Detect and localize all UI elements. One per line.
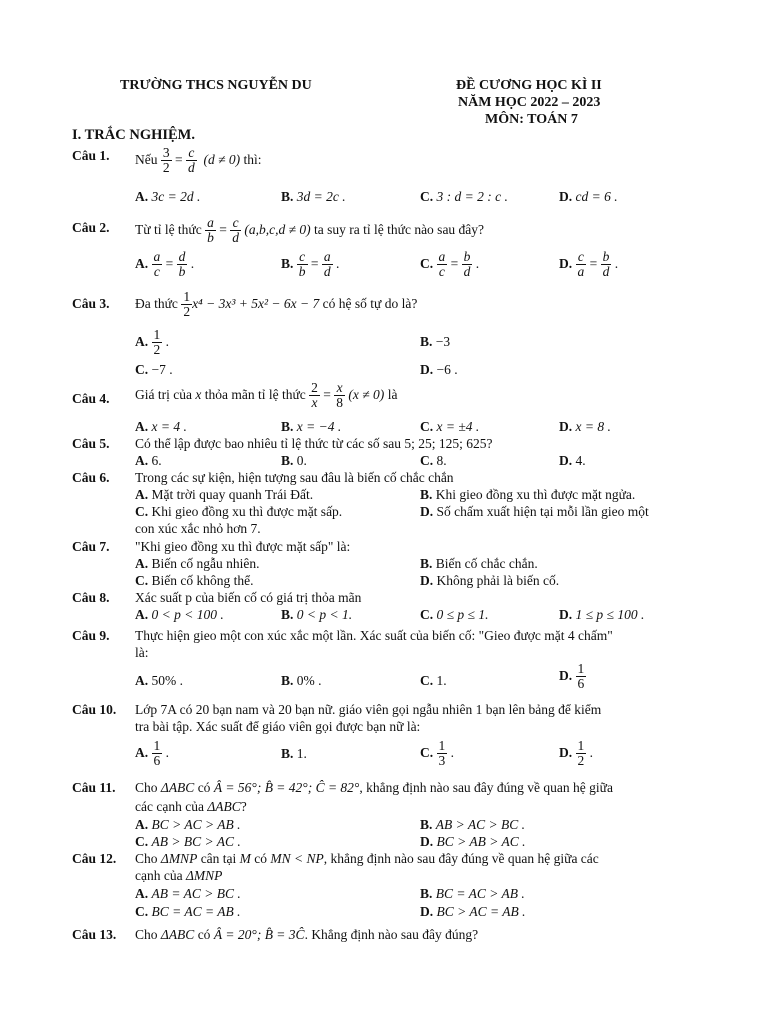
fraction: $\frac{d}{b}$ <box>178 249 186 280</box>
option-b: B. $\frac{c}{b}$ = $\frac{a}{d}$ . <box>281 249 340 280</box>
question-11: Câu 11. <box>72 780 116 795</box>
question-4: Câu 4. <box>72 391 110 406</box>
question-6: Câu 6. <box>72 470 110 485</box>
option-b: B. Biến cố chắc chắn. <box>420 556 538 571</box>
option-d: D. $\frac{1}{6}$ <box>559 661 585 692</box>
option-c: C. x = ±4 . <box>420 419 480 434</box>
fraction: $\frac{b}{d}$ <box>602 249 610 280</box>
option-c: C. 3 : d = 2 : c . <box>420 189 508 204</box>
option-b: B. AB > AC > BC . <box>420 817 525 832</box>
question-13-text: Cho ΔABC có Â = 20°; B̂ = 3Ĉ. Khẳng định nào sau đây đúng? <box>135 927 479 942</box>
option-b: B. 1. <box>281 746 307 761</box>
fraction: $\frac{1}{6}$ <box>577 661 585 692</box>
question-5-text: Có thể lập được bao nhiêu tỉ lệ thức từ các số sau 5; 25; 125; 625? <box>135 436 493 451</box>
question-12-text: Cho ΔMNP cân tại M có MN < NP, khẳng định nào sau đây đúng về quan hệ giữa các <box>135 851 599 866</box>
option-b: B. 3d = 2c . <box>281 189 346 204</box>
question-6-text: Trong các sự kiện, hiện tượng sau đâu là biến cố chắc chắn <box>135 470 454 485</box>
option-a: A. AB = AC > BC . <box>135 886 241 901</box>
option-b: B. −3 <box>420 334 451 349</box>
question-11-text: Cho ΔABC có Â = 56°; B̂ = 42°; Ĉ = 82°, khẳng định nào sau đây đúng về quan hệ giữa <box>135 780 613 795</box>
question-13: Câu 13. <box>72 927 117 942</box>
option-c: C. −7 . <box>135 362 173 377</box>
question-11-text-continued: các cạnh của ΔABC? <box>135 799 247 814</box>
option-c: C. BC = AC = AB . <box>135 904 241 919</box>
option-d: D. x = 8 . <box>559 419 611 434</box>
option-c: C. $\frac{a}{c}$ = $\frac{b}{d}$ . <box>420 249 480 280</box>
option-c: C. AB > BC > AC . <box>135 834 241 849</box>
fraction: $\frac{1}{6}$ <box>153 738 161 769</box>
option-a: A. x = 4 . <box>135 419 187 434</box>
fraction: $\frac{a}{c}$ <box>438 249 446 280</box>
question-4-text: Giá trị của x thỏa mãn tỉ lệ thức $\frac{2}{x}$ = $\frac{x}{8}$ (x ≠ 0) là <box>135 380 398 411</box>
option-b: B. 0 < p < 1. <box>281 607 353 622</box>
question-9-text-continued: là: <box>135 645 149 660</box>
question-7: Câu 7. <box>72 539 110 554</box>
option-b: B. BC = AC > AB . <box>420 886 525 901</box>
option-a: A. Mặt trời quay quanh Trái Đất. <box>135 487 314 502</box>
fraction: $\frac{1}{2}$ <box>153 327 161 358</box>
fraction: $\frac{3}{2}$ <box>162 145 170 176</box>
school-name: TRƯỜNG THCS NGUYỄN DU <box>120 78 312 93</box>
fraction: $\frac{1}{3}$ <box>438 738 446 769</box>
question-7-text: "Khi gieo đồng xu thì được mặt sấp" là: <box>135 539 351 554</box>
option-d: D. Số chấm xuất hiện tại mỗi lần gieo một <box>420 504 649 519</box>
question-8: Câu 8. <box>72 590 110 605</box>
option-d: D. −6 . <box>420 362 458 377</box>
question-10-text: Lớp 7A có 20 bạn nam và 20 bạn nữ. giáo viên gọi ngẫu nhiên 1 bạn lên bảng để kiểm <box>135 702 602 717</box>
question-8-text: Xác suất p của biến cố có giá trị thỏa mãn <box>135 590 362 605</box>
question-2: Câu 2. <box>72 220 110 235</box>
fraction: $\frac{2}{x}$ <box>311 380 318 411</box>
option-a: A. 50% . <box>135 673 183 688</box>
option-b: B. 0. <box>281 453 307 468</box>
option-a: A. 0 < p < 100 . <box>135 607 224 622</box>
section-heading: I. TRẮC NGHIỆM. <box>72 127 195 143</box>
question-9-text: Thực hiện gieo một con xúc xắc một lần. Xác suất của biến cố: "Gieo được mặt 4 chấm" <box>135 628 613 643</box>
fraction: $\frac{a}{c}$ <box>153 249 161 280</box>
fraction: $\frac{c}{b}$ <box>298 249 306 280</box>
fraction: $\frac{c}{d}$ <box>188 145 195 176</box>
option-d: D. BC > AB > AC . <box>420 834 526 849</box>
option-a: A. BC > AC > AB . <box>135 817 241 832</box>
question-label: Câu 1. <box>72 148 110 163</box>
option-b: B. Khi gieo đồng xu thì được mặt ngửa. <box>420 487 636 502</box>
question-10: Câu 10. <box>72 702 117 717</box>
fraction: $\frac{1}{2}$ <box>577 738 585 769</box>
option-d: D. BC > AC = AB . <box>420 904 526 919</box>
option-a: A. $\frac{1}{2}$ . <box>135 327 169 358</box>
option-d: D. cd = 6 . <box>559 189 618 204</box>
fraction: $\frac{1}{2}$ <box>183 289 191 320</box>
fraction: $\frac{a}{b}$ <box>207 215 214 246</box>
question-9: Câu 9. <box>72 628 110 643</box>
option-a: A. 3c = 2d . <box>135 189 201 204</box>
option-d: D. $\frac{1}{2}$ . <box>559 738 593 769</box>
fraction: $\frac{c}{d}$ <box>232 215 239 246</box>
option-a: A. $\frac{1}{6}$ . <box>135 738 169 769</box>
fraction: $\frac{a}{d}$ <box>323 249 331 280</box>
option-c: C. Khi gieo đồng xu thì được mặt sấp. <box>135 504 343 519</box>
question-12-text-continued: cạnh của ΔMNP <box>135 868 223 883</box>
doc-title-line2: NĂM HỌC 2022 – 2023 <box>458 95 601 110</box>
fraction: $\frac{b}{d}$ <box>463 249 471 280</box>
question-1 <box>72 148 110 164</box>
fraction: $\frac{c}{a}$ <box>577 249 585 280</box>
option-d: D. 1 ≤ p ≤ 100 . <box>559 607 645 622</box>
question-2-text: Từ tỉ lệ thức $\frac{a}{b}$ = $\frac{c}{d}$ (a,b,c,d ≠ 0) ta suy ra tỉ lệ thức nào sau đây? <box>135 215 485 246</box>
option-d: D. 4. <box>559 453 586 468</box>
option-c: C. Biến cố không thể. <box>135 573 254 588</box>
doc-title-line1: ĐỀ CƯƠNG HỌC KÌ II <box>456 78 602 93</box>
option-d-continued: con xúc xắc nhỏ hơn 7. <box>135 521 261 536</box>
option-a: A. Biến cố ngẫu nhiên. <box>135 556 260 571</box>
option-c: C. 1. <box>420 673 447 688</box>
option-a: A. $\frac{a}{c}$ = $\frac{d}{b}$ . <box>135 249 195 280</box>
question-3: Câu 3. <box>72 296 110 311</box>
question-3-text: Đa thức $\frac{1}{2}$ x⁴ − 3x³ + 5x² − 6x − 7 có hệ số tự do là? <box>135 289 418 320</box>
doc-title-line3: MÔN: TOÁN 7 <box>485 112 578 127</box>
question-10-text-continued: tra bài tập. Xác suất để giáo viên gọi được bạn nữ là: <box>135 719 421 734</box>
question-12: Câu 12. <box>72 851 117 866</box>
option-c: C. 8. <box>420 453 447 468</box>
option-c: C. $\frac{1}{3}$ . <box>420 738 454 769</box>
option-b: B. 0% . <box>281 673 322 688</box>
option-d: D. Không phải là biến cố. <box>420 573 560 588</box>
question-5: Câu 5. <box>72 436 110 451</box>
option-c: C. 0 ≤ p ≤ 1. <box>420 607 489 622</box>
option-a: A. 6. <box>135 453 162 468</box>
option-d: D. $\frac{c}{a}$ = $\frac{b}{d}$ . <box>559 249 619 280</box>
option-b: B. x = −4 . <box>281 419 342 434</box>
question-1-text: Nếu $\frac{3}{2}$ = $\frac{c}{d}$ (d ≠ 0) thì: <box>135 145 262 176</box>
fraction: $\frac{x}{8}$ <box>336 380 344 411</box>
